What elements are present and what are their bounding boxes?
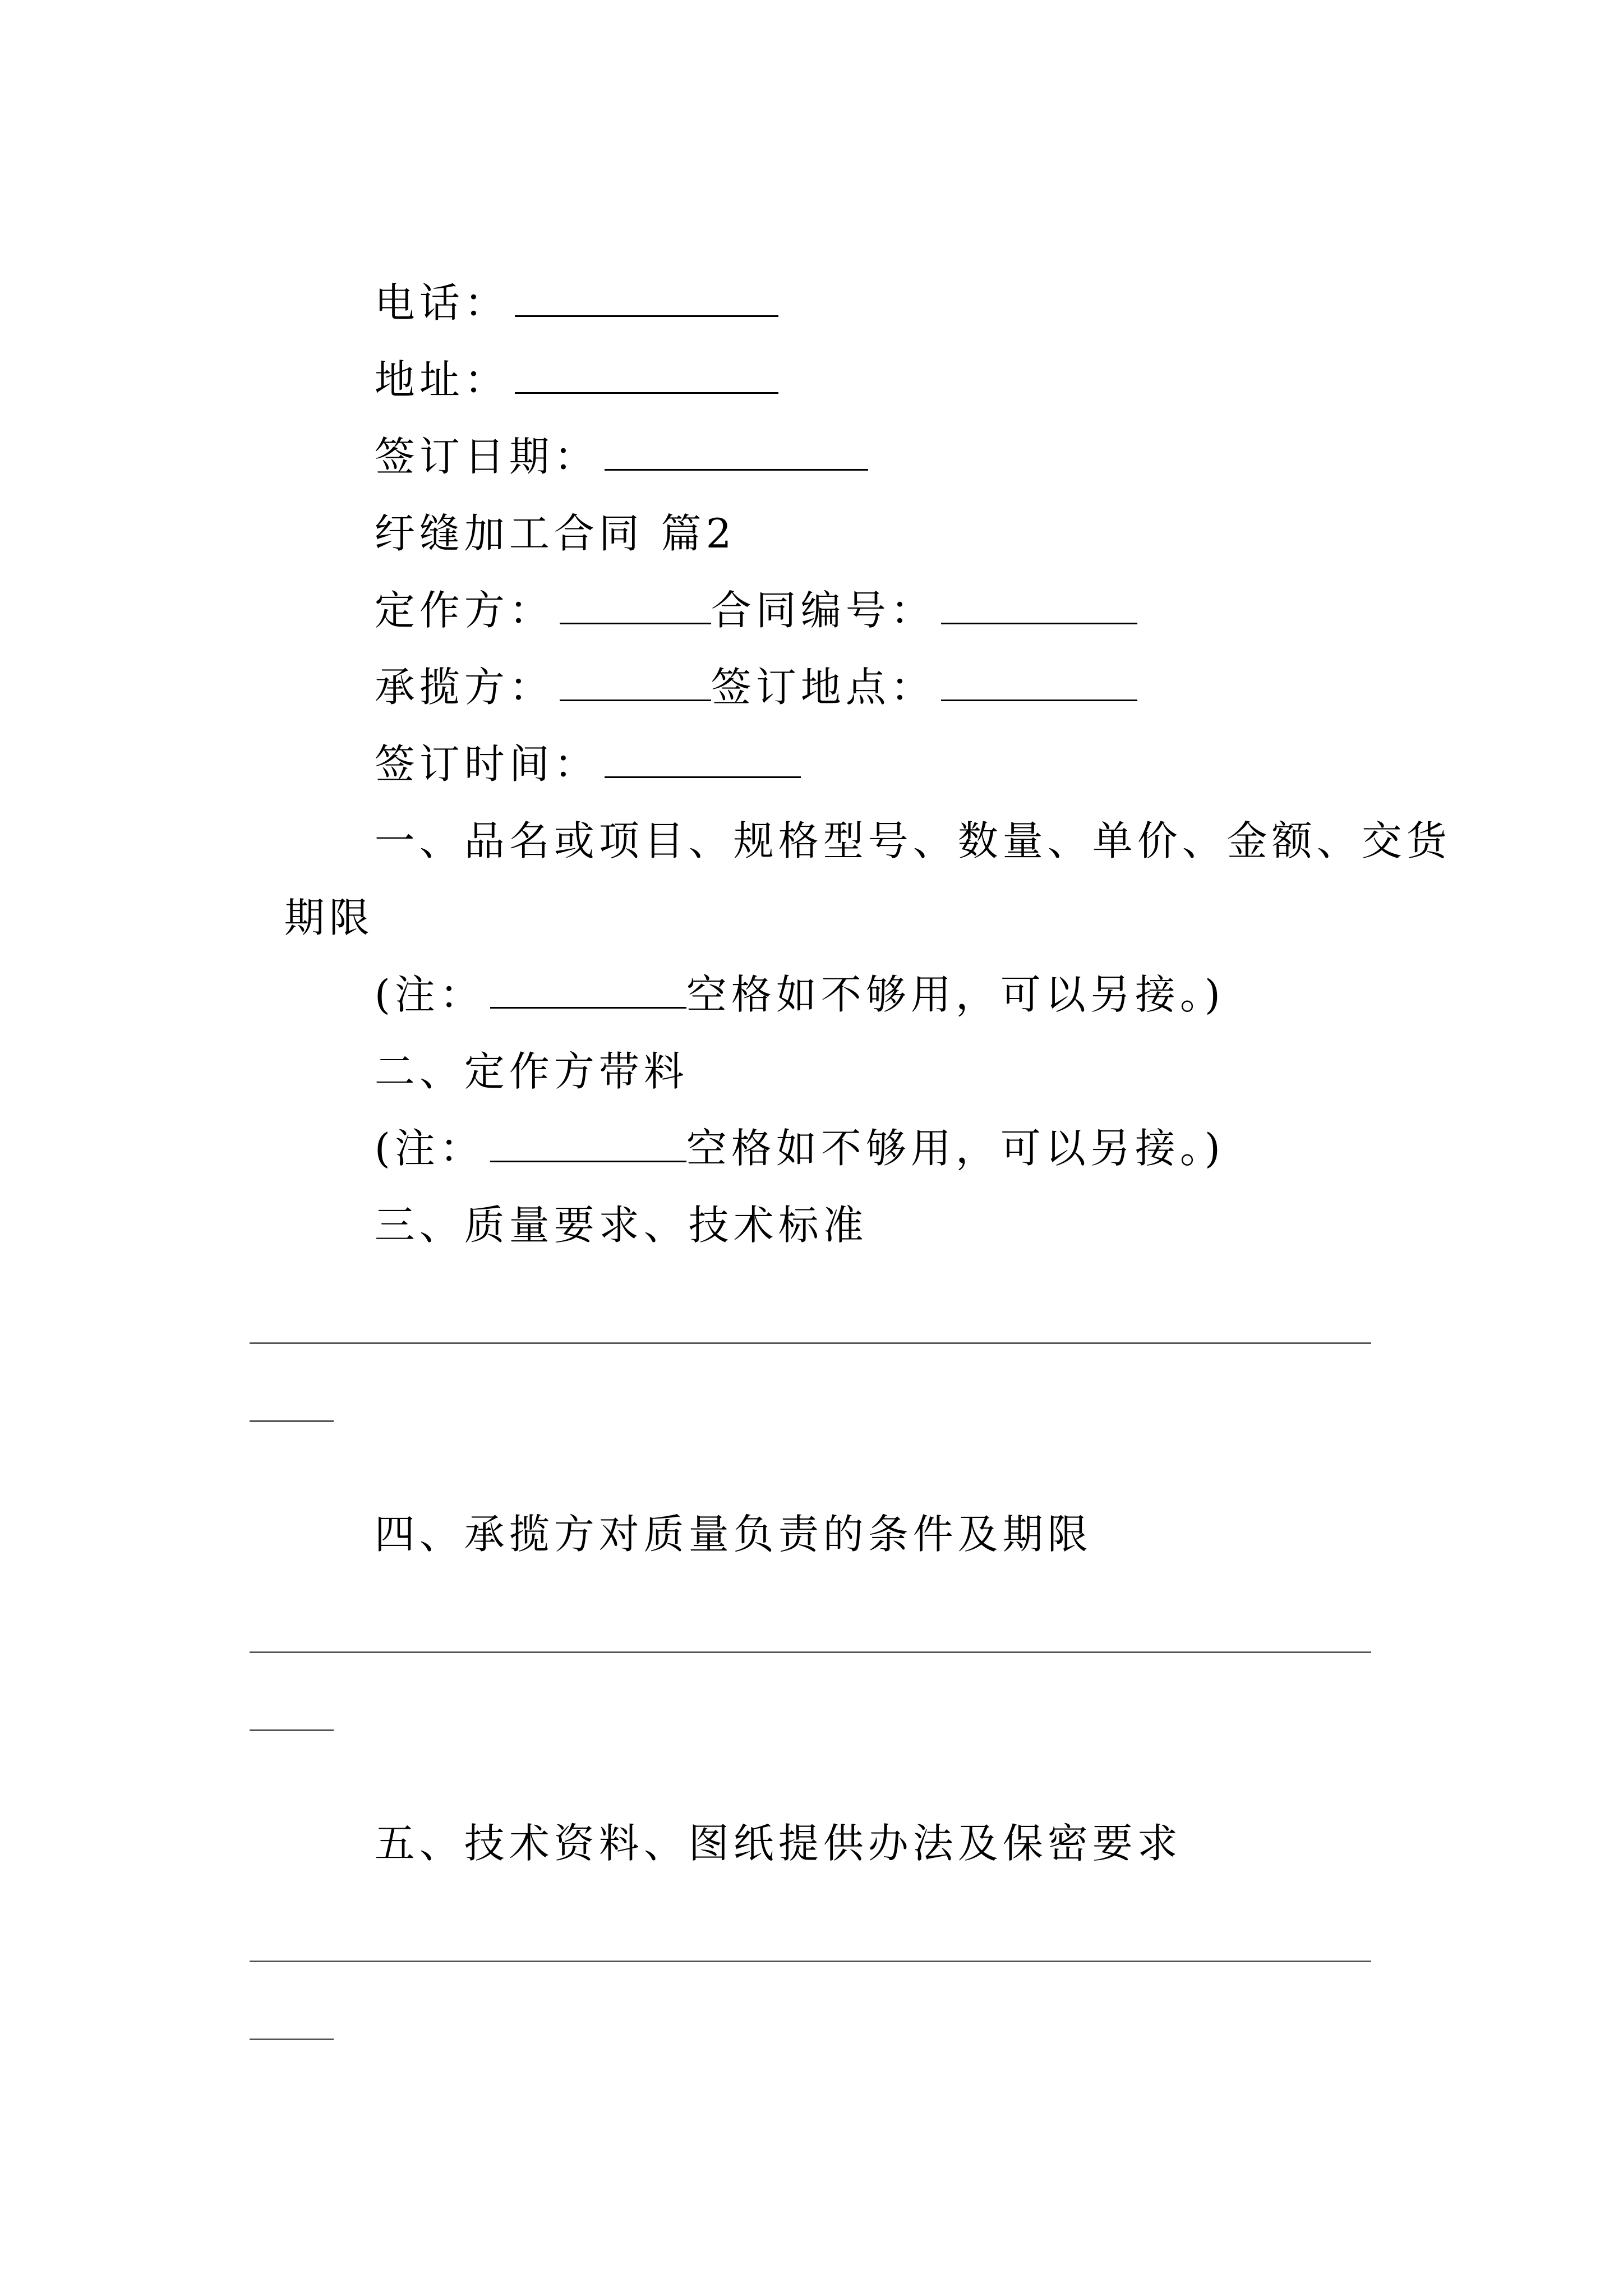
sign-time-label: 签订时间： [374, 740, 599, 788]
contract-title-text: 纡缝加工合同 篇2 [374, 510, 736, 557]
sign-place-blank [941, 661, 1137, 701]
section-5-heading [340, 1759, 1182, 1871]
address-label: 地址： [374, 356, 509, 403]
section-2-text: 二、定作方带料 [374, 1048, 689, 1095]
section-4-fill-rule [250, 1651, 1371, 1653]
section-5-fill-rule-end [250, 2039, 334, 2040]
section-3-fill-rule [250, 1342, 1371, 1344]
section-3-text: 三、质量要求、技术标准 [374, 1202, 868, 1249]
section-3-heading [340, 1141, 868, 1253]
section-3-fill-rule-end [250, 1420, 334, 1422]
section-1-continuation-text: 期限 [284, 894, 374, 941]
section-1-text: 一、品名或项目、规格型号、数量、单价、金额、交货 [374, 817, 1451, 864]
section-4-text: 四、承揽方对质量负责的条件及期限 [374, 1511, 1092, 1558]
orderer-label: 定作方： [374, 587, 554, 634]
section-4-heading [340, 1450, 1092, 1562]
section-4-fill-rule-end [250, 1729, 334, 1731]
sign-place-label: 签订地点： [711, 664, 935, 711]
phone-label: 电话： [374, 279, 509, 326]
sign-date-label: 签订日期： [374, 433, 599, 480]
section-5-fill-rule [250, 1961, 1371, 1962]
note-2-label: (注： [374, 1125, 485, 1172]
section-5-text: 五、技术资料、图纸提供办法及保密要求 [374, 1820, 1182, 1867]
section-1-heading [340, 757, 1451, 869]
note-1-text: 空格如不够用，可以另接。) [686, 971, 1225, 1018]
note-1-label: (注： [374, 971, 485, 1018]
note-2-text: 空格如不够用，可以另接。) [686, 1125, 1225, 1172]
contractor-label: 承揽方： [374, 664, 554, 711]
contract-no-label: 合同编号： [711, 587, 935, 634]
